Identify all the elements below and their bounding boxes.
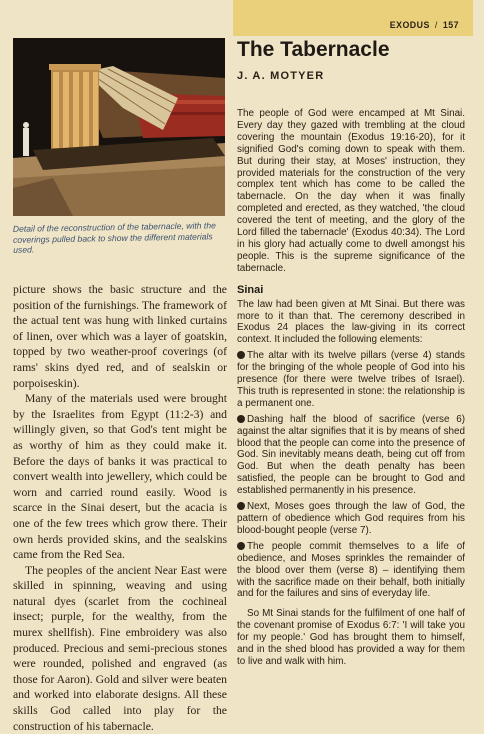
intro-paragraph: The people of God were encamped at Mt Sinai. Every day they gazed with trembling at the cloud covering the mountain (Exodus 19:16-20), for it signified God's coming down to speak with them. But during their stay, at Moses' instruction, they provided materials for the construction of the very complex tent which has come to be called the tabernacle. On the day when it was finally completed and erected, as they watched, 'the cloud covered the tent of meeting, and the glory of the Lord filled the tabernacle' (Exodus 40:34). The Lord in his glory had actually come to dwell amongst his people. This is the supreme significance of the tabernacle.	[237, 108, 465, 274]
left-paragraph: The peoples of the ancient Near East were skilled in spinning, weaving and using natural dyes (scarlet from the cochineal insect; purple, for the wealthy, from the murex shellfish). Fine embroidery was also produced. Precious and semi-precious stones were rounded, polished and engraved (as those for Aaron). Gold and silver were beaten and worked into elaborate designs. All these skills God called into play for the construction of his tabernacle.	[13, 563, 227, 733]
bullet-text: Next, Moses goes through the law of God, the pattern of obedience which God requires from his blood-bought people (verse 7).	[237, 501, 465, 536]
section-intro-paragraph: The law had been given at Mt Sinai. But there was more to it than that. The ceremony described in Exodus 24 places the law-giving in its correct context. It included the following elements:	[237, 298, 465, 346]
running-header-section: EXODUS	[389, 20, 430, 30]
running-header-separator: /	[434, 20, 438, 30]
page-number: 157	[442, 20, 459, 30]
left-column	[0, 0, 229, 733]
closing-paragraph: So Mt Sinai stands for the fulfilment of one half of the covenant promise of Exodus 6:7: 'I will take you for my people.' God has brought them to himself, and in the shed blood has provided a way for them to live and walk with him.	[237, 608, 465, 667]
bullet-item	[237, 350, 465, 410]
left-paragraph: Many of the materials used were brought by the Israelites from Egypt (11:2-3) and willingly given, so that God's tent might be as worthy of him as they could make it. Before the days of banks it was practical to convert wealth into jewellery, which could be worn and carried round easily. Wood is scarce in the Sinai desert, but the acacia is one of the few trees which grow there. Their own herds provided skins, and the sealskins came from the Red Sea.	[13, 392, 227, 562]
bullet-dot-icon	[237, 502, 245, 510]
bullet-text: Dashing half the blood of sacrifice (verse 6) against the altar signifies that it is by means of shed blood that the people can come into the presence of God. Sin inevitably means death, being cut off from God. But when the death penalty has been satisfied, the people can be brought to God and established permanently in his presence.	[237, 413, 465, 497]
photo-caption: Detail of the reconstruction of the tabernacle, with the coverings pulled back to show the different materials used.	[12, 220, 216, 255]
article-author: J. A. MOTYER	[237, 70, 325, 82]
right-body-text	[237, 108, 465, 680]
section-heading: Sinai	[237, 283, 264, 296]
right-column	[233, 0, 473, 700]
bullet-item	[237, 541, 465, 601]
bullet-text: The people commit themselves to a life of obedience, and Moses sprinkles the remainder of the blood over them (verse 8) – identifying them with the sacrifice made on their behalf, both initially and for the failures and sins of everyday life.	[237, 540, 465, 600]
bullet-dot-icon	[237, 415, 245, 423]
tabernacle-reconstruction-photo	[13, 38, 225, 216]
running-header	[390, 20, 459, 30]
left-paragraph: picture shows the basic structure and the position of the furnishings. The framework of the actual tent was hung with linked curtains of linen, over which was a layer of goatskin, topped by two weather-proof coverings (of rams' skins dyed red, and of sealskin or porpoiseskin).	[13, 283, 227, 390]
header-band	[233, 0, 473, 36]
bullet-item	[237, 414, 465, 497]
bullet-dot-icon	[237, 351, 245, 359]
article-title: The Tabernacle	[237, 38, 390, 61]
tabernacle-model-image	[13, 38, 225, 216]
bullet-text: The altar with its twelve pillars (verse 4) stands for the bringing of the whole people of God into his presence (for there were twelve tribes of Israel). This truth is represented in stone: the relationship is a permanent one.	[237, 350, 465, 409]
left-body-text	[13, 282, 227, 734]
bullet-item	[237, 501, 465, 537]
bullet-dot-icon	[237, 542, 245, 550]
